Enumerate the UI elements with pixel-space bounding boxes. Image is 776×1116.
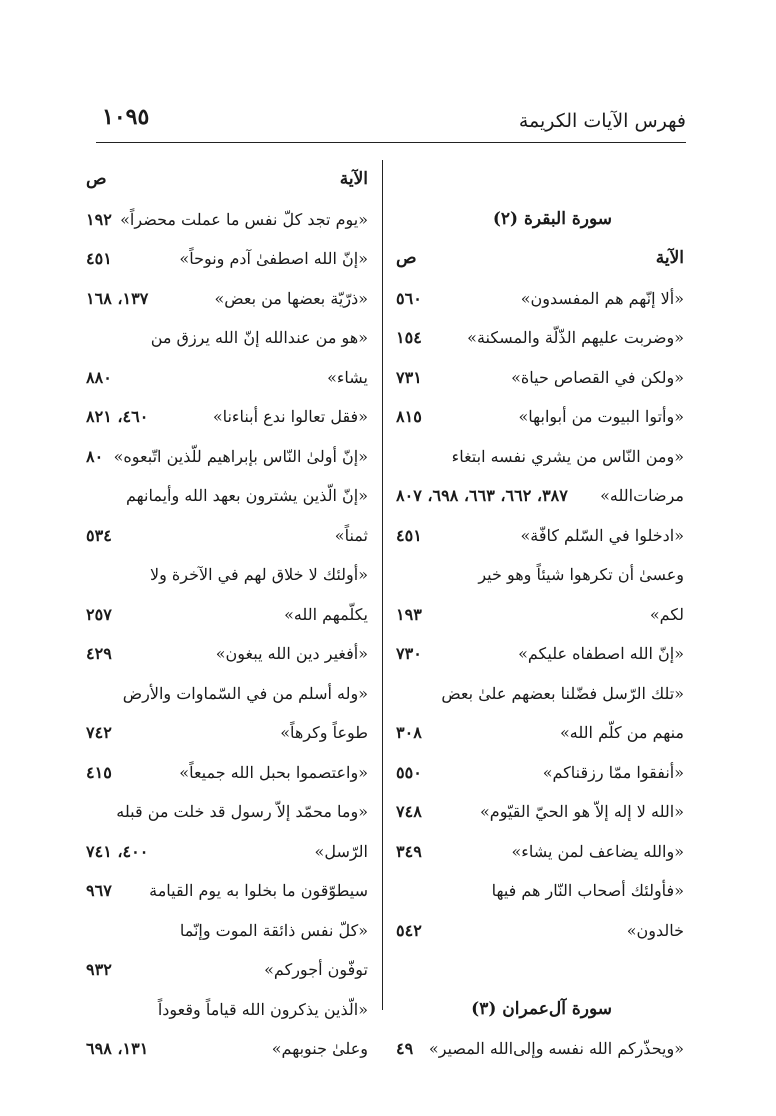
verse-text: منهم من كلّم الله» xyxy=(560,723,684,742)
header-rule xyxy=(96,142,686,143)
page-column-label: ص xyxy=(86,169,107,189)
page-ref: ٥٤٢ xyxy=(396,920,422,940)
index-entry xyxy=(86,200,368,240)
page-ref: ٩٦٧ xyxy=(86,881,112,900)
page-ref: ٧٣١ xyxy=(396,367,422,387)
verse-text: «وأتوا البيوت من أبوابها» xyxy=(518,407,684,426)
column-header xyxy=(396,239,684,279)
surah-heading xyxy=(396,990,684,1030)
index-entry xyxy=(86,634,368,674)
index-entry xyxy=(86,397,368,437)
page-ref: ٤٥١ xyxy=(396,525,422,545)
page-ref: ٤٠٠، ٧٤١ xyxy=(86,841,149,861)
index-entry xyxy=(86,476,368,516)
index-entry xyxy=(396,674,684,714)
verse-text: «أولئك لا خلاق لهم في الآخرة ولا xyxy=(149,565,368,584)
page-ref: ٥٥٠ xyxy=(396,762,422,782)
page-ref: ٧٣٠ xyxy=(396,644,422,663)
verse-text: «ويحذّركم الله نفسه وإلى‌الله المصير» xyxy=(428,1039,684,1058)
verse-text: «إنّ الّذين يشترون بعهد الله وأيمانهم xyxy=(126,486,368,505)
verse-text: طوعاً وكرهاً» xyxy=(280,723,368,742)
index-entry xyxy=(396,397,684,437)
index-entry xyxy=(396,832,684,872)
page-ref: ٧٤٨ xyxy=(396,802,422,821)
verse-text: خالدون» xyxy=(626,920,684,940)
verse-text: «الله لا إله إلاّ هو الحيّ القيّوم» xyxy=(480,802,684,821)
index-entry xyxy=(86,516,368,556)
index-entry xyxy=(86,555,368,595)
index-entry xyxy=(86,832,368,872)
page-number: ١٠٩٥ xyxy=(102,104,150,130)
verse-text: «إنّ الله اصطفاه عليكم» xyxy=(518,644,684,663)
index-entry xyxy=(86,713,368,753)
verse-text: «واعتصموا بحبل الله جميعاً» xyxy=(179,762,368,782)
column-divider xyxy=(382,160,383,1010)
page-ref: ١٣٧، ١٦٨ xyxy=(86,288,149,308)
index-entry xyxy=(86,1029,368,1069)
index-entry xyxy=(86,911,368,951)
index-entry xyxy=(396,713,684,753)
verse-text: «وما محمّد إلاّ رسول قد خلت من قبله xyxy=(116,802,368,821)
page-ref: ٤٩ xyxy=(396,1039,414,1058)
verse-text: «يوم تجد كلّ نفس ما عملت محضراً» xyxy=(120,209,368,229)
verse-text: «وضربت عليهم الذّلّة والمسكنة» xyxy=(467,328,684,347)
verse-text: لكم» xyxy=(649,604,684,624)
page-ref: ٨٠ xyxy=(86,446,104,466)
surah-title: سورة آل‌عمران (٣) xyxy=(471,998,612,1019)
verse-text: «إنّ أولىٰ النّاس بإبراهيم للّذين اتّبعوه» xyxy=(113,446,368,466)
verse-text: «تلك الرّسل فضّلنا بعضهم علىٰ بعض xyxy=(441,683,684,703)
verse-text: يشاء» xyxy=(327,367,368,387)
verse-text: يكلّمهم الله» xyxy=(284,604,368,624)
verse-text: «وله أسلم من في السّماوات والأرض xyxy=(122,683,368,703)
index-entry xyxy=(86,279,368,319)
verse-text: «والله يضاعف لمن يشاء» xyxy=(511,841,684,861)
verse-text: وعلىٰ جنوبهم» xyxy=(271,1039,368,1058)
index-entry xyxy=(396,437,684,477)
surah-title: سورة البقرة (٢) xyxy=(492,208,612,229)
index-entry xyxy=(396,1029,684,1069)
index-entry xyxy=(396,595,684,635)
verse-text: «فقل تعالوا ندع أبناءنا» xyxy=(212,407,368,426)
index-entry xyxy=(396,634,684,674)
page-ref: ٢٥٧ xyxy=(86,604,112,624)
page-ref: ١٣١، ٦٩٨ xyxy=(86,1039,149,1058)
index-entry xyxy=(396,279,684,319)
index-entry xyxy=(86,358,368,398)
page-ref: ٨٨٠ xyxy=(86,367,112,387)
verse-column-label: الآية xyxy=(339,169,368,189)
page-ref: ١٩٣ xyxy=(396,604,422,624)
verse-text: «الّذين يذكرون الله قياماً وقعوداً xyxy=(157,999,368,1019)
verse-text: «ذرّيّة بعضها من بعض» xyxy=(214,288,368,308)
index-entry xyxy=(86,950,368,990)
index-entry xyxy=(86,674,368,714)
index-entry xyxy=(396,871,684,911)
page-ref: ٨١٥ xyxy=(396,407,422,426)
page-column-label: ص xyxy=(396,248,417,268)
page-ref: ٣٤٩ xyxy=(396,841,422,861)
verse-column-label: الآية xyxy=(655,248,684,268)
page-ref: ١٩٢ xyxy=(86,209,112,229)
verse-text: «ولكن في القصاص حياة» xyxy=(511,367,684,387)
index-entry xyxy=(86,871,368,911)
index-entry xyxy=(396,753,684,793)
index-entry xyxy=(86,595,368,635)
verse-text: «فأولئك أصحاب النّار هم فيها xyxy=(491,881,684,900)
index-entry xyxy=(396,516,684,556)
right-column xyxy=(396,160,684,1069)
surah-heading xyxy=(396,200,684,240)
index-entry xyxy=(396,318,684,358)
verse-text: سيطوّقون ما بخلوا به يوم القيامة xyxy=(149,881,368,900)
page-ref: ٧٤٢ xyxy=(86,723,112,742)
left-column xyxy=(86,160,368,1069)
index-entry xyxy=(396,911,684,951)
verse-text: توفّون أجوركم» xyxy=(264,960,368,979)
page-ref: ٤٢٩ xyxy=(86,644,112,663)
blank-line xyxy=(396,160,684,200)
verse-text: «أنفقوا ممّا رزقناكم» xyxy=(542,762,684,782)
verse-text: «ألا إنّهم هم المفسدون» xyxy=(520,288,684,308)
verse-text: «أفغير دين الله يبغون» xyxy=(215,644,368,663)
column-header xyxy=(86,160,368,200)
index-entry xyxy=(86,239,368,279)
page-ref: ٤١٥ xyxy=(86,762,112,782)
page-ref: ٥٦٠ xyxy=(396,288,422,308)
verse-text: «ادخلوا في السّلم كافّة» xyxy=(520,525,684,545)
index-entry xyxy=(396,358,684,398)
verse-text: ثمناً» xyxy=(334,525,368,545)
index-entry xyxy=(86,990,368,1030)
blank-line xyxy=(396,950,684,990)
index-entry xyxy=(86,753,368,793)
page-header xyxy=(96,104,686,138)
page-ref: ٥٣٤ xyxy=(86,525,112,545)
page-ref: ٣٠٨ xyxy=(396,723,422,742)
verse-text: «كلّ نفس ذائقة الموت وإنّما xyxy=(179,920,368,940)
verse-text: «هو من عندالله إنّ الله يرزق من xyxy=(150,328,368,347)
page-ref: ٩٣٢ xyxy=(86,960,112,979)
verse-text: وعسىٰ أن تكرهوا شيئاً وهو خير xyxy=(478,565,684,584)
page-ref: ٤٥١ xyxy=(86,249,112,268)
page-ref: ٣٨٧، ٦٦٢، ٦٦٣، ٦٩٨، ٨٠٧ xyxy=(396,486,568,505)
verse-text: مرضات‌الله» xyxy=(600,486,684,505)
verse-text: الرّسل» xyxy=(314,841,368,861)
index-entry xyxy=(86,792,368,832)
page-ref: ٤٦٠، ٨٢١ xyxy=(86,407,149,426)
page-ref: ١٥٤ xyxy=(396,328,422,347)
running-title: فهرس الآيات الكريمة xyxy=(518,110,686,132)
verse-text: «ومن النّاس من يشري نفسه ابتغاء xyxy=(451,446,684,466)
index-entry xyxy=(396,555,684,595)
index-entry xyxy=(396,792,684,832)
index-entry xyxy=(86,437,368,477)
verse-text: «إنّ الله اصطفىٰ آدم ونوحاً» xyxy=(179,249,368,268)
index-entry xyxy=(86,318,368,358)
index-entry xyxy=(396,476,684,516)
